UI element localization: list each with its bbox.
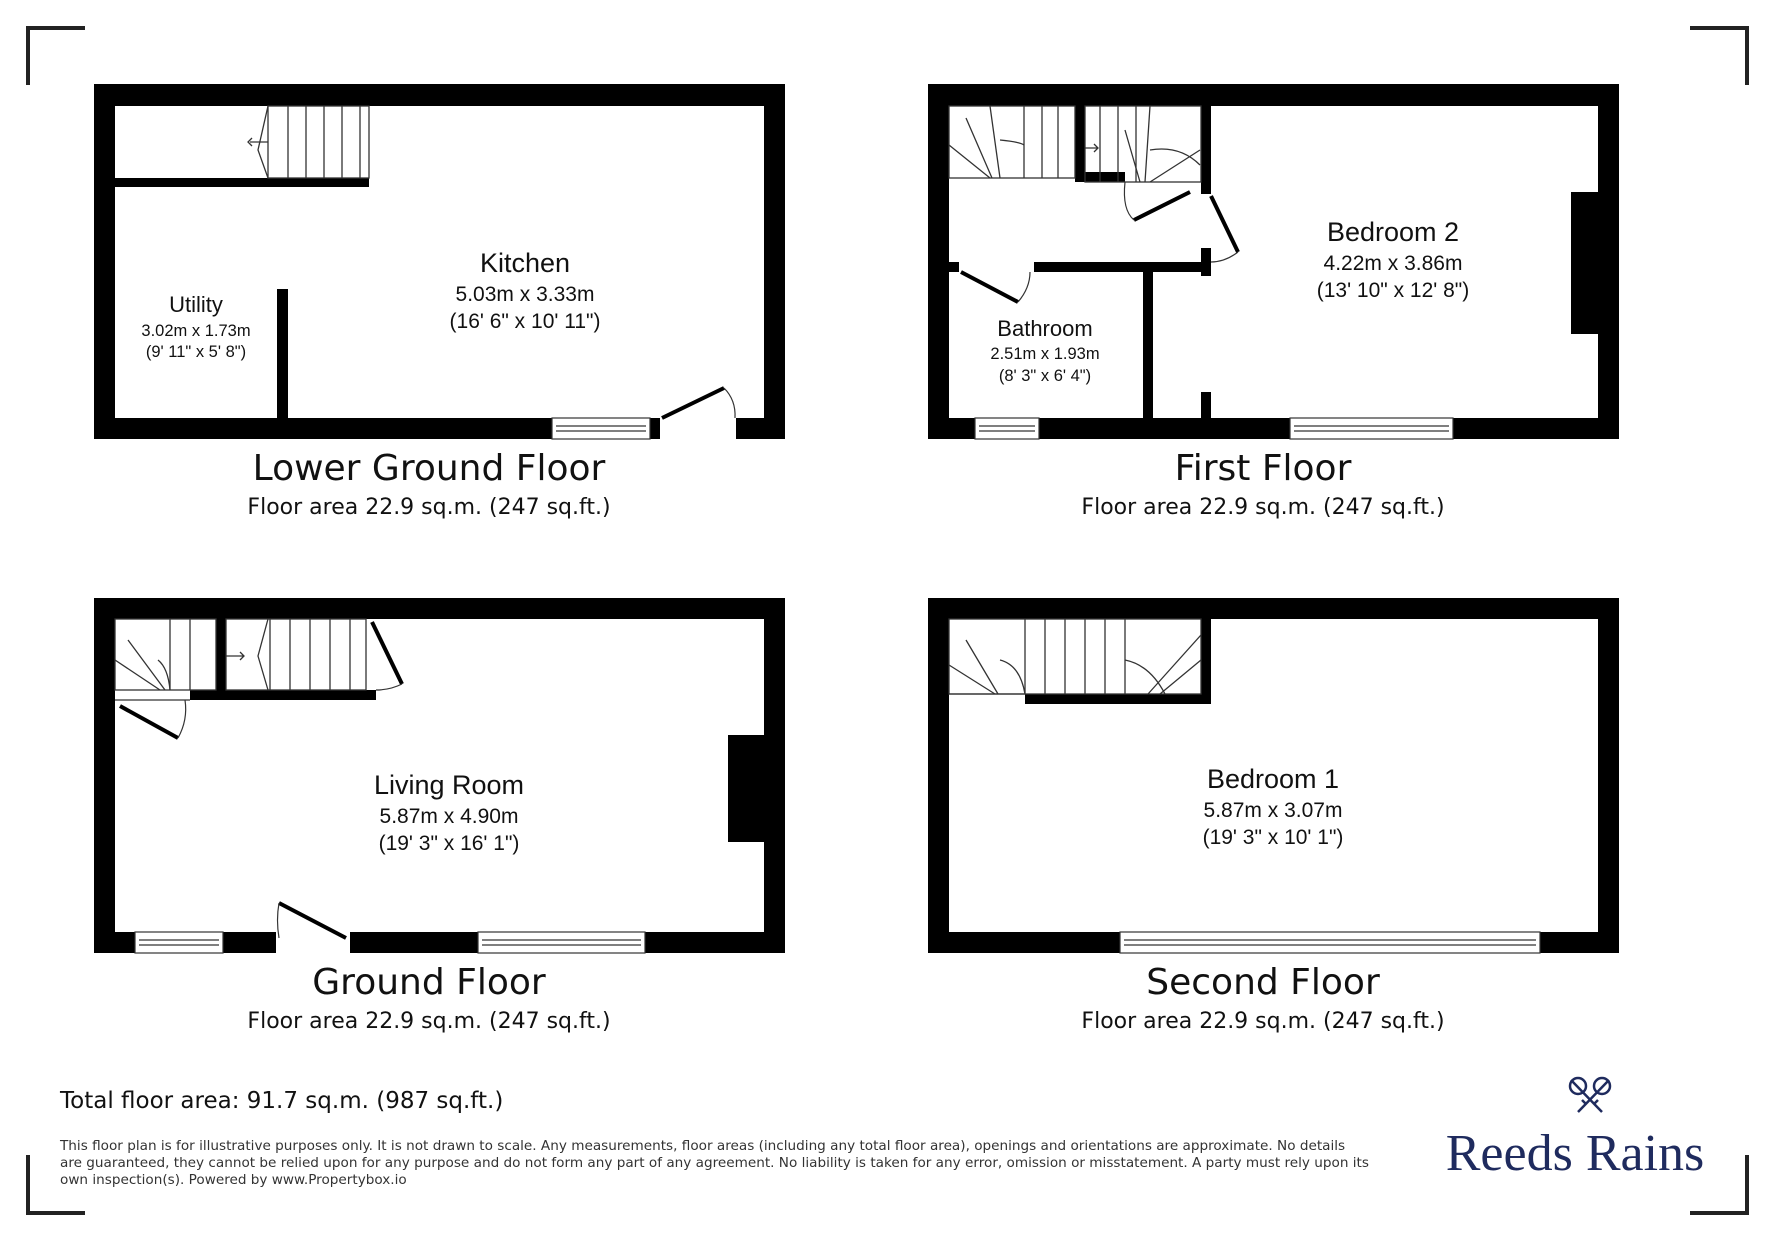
disclaimer-text: This floor plan is for illustrative purposes only. It is not drawn to scale. Any measurements, floor areas (including any total floor area), openings and orientations are approximate. No details are guaranteed, they cannot be relied upon for any purpose and do not form any part of any agreement. No liability is taken for any error, omission or misstatement. A party must rely upon its own inspection(s). Powered by www.Propertybox.io — [60, 1138, 1369, 1188]
door-icon — [959, 262, 1034, 302]
svg-text:Kitchen: Kitchen — [479, 248, 571, 278]
staircase-icon — [949, 106, 1201, 182]
room-bathroom-label — [990, 316, 1099, 385]
room-utility-label — [141, 292, 250, 361]
floor-area: Floor area 22.9 sq.m. (247 sq.ft.) — [247, 495, 611, 520]
stair-partition-wall — [190, 690, 376, 700]
window-icon — [135, 932, 223, 953]
first-floor-plan — [928, 84, 1619, 439]
bathroom-right-wall — [1143, 272, 1153, 419]
svg-text:5.87m x 4.90m: 5.87m x 4.90m — [379, 805, 519, 828]
room-kitchen-label — [450, 248, 601, 333]
svg-text:(9' 11" x 5' 8"): (9' 11" x 5' 8") — [145, 343, 247, 361]
svg-text:(13' 10" x 12' 8"): (13' 10" x 12' 8") — [1316, 279, 1470, 302]
stair-partition-wall — [1025, 694, 1211, 704]
chimney-breast — [728, 735, 764, 842]
room-bedroom-1-label — [1203, 764, 1344, 849]
brand-logo: Reeds Rains — [1445, 1125, 1705, 1182]
crop-marks — [28, 28, 1747, 1213]
svg-text:(19' 3" x 16' 1"): (19' 3" x 16' 1") — [378, 832, 520, 855]
room-living-room-label — [374, 770, 524, 855]
first-floor-caption — [913, 448, 1613, 520]
floor-area: Floor area 22.9 sq.m. (247 sq.ft.) — [1081, 1009, 1445, 1034]
bathroom-top-wall — [1034, 262, 1211, 272]
chimney-breast — [1571, 192, 1598, 334]
stair-end-wall — [1201, 619, 1211, 702]
svg-text:(16' 6" x 10' 11"): (16' 6" x 10' 11") — [449, 310, 601, 333]
svg-text:3.02m x 1.73m: 3.02m x 1.73m — [141, 322, 251, 340]
floor-title: Ground Floor — [312, 962, 546, 1003]
stair-divider-wall — [1075, 106, 1085, 182]
stair-divider-wall — [216, 619, 226, 690]
window-icon — [1120, 932, 1540, 953]
window-icon — [975, 418, 1039, 439]
window-icon — [552, 418, 650, 439]
svg-text:2.51m x 1.93m: 2.51m x 1.93m — [990, 345, 1100, 363]
total-floor-area: Total floor area: 91.7 sq.m. (987 sq.ft.) — [60, 1088, 504, 1114]
stair-partition-wall — [115, 178, 369, 187]
ground-floor-caption — [79, 962, 779, 1034]
svg-text:Bedroom 1: Bedroom 1 — [1206, 764, 1340, 794]
floor-area: Floor area 22.9 sq.m. (247 sq.ft.) — [247, 1009, 611, 1034]
svg-text:(19' 3" x 10' 1"): (19' 3" x 10' 1") — [1202, 826, 1344, 849]
bathroom-top-wall-left — [949, 262, 959, 272]
floor-title: Second Floor — [1146, 962, 1380, 1003]
room-bedroom-2-label — [1317, 217, 1470, 302]
floor-title: First Floor — [1174, 448, 1352, 489]
svg-text:5.03m x 3.33m: 5.03m x 3.33m — [455, 283, 595, 306]
door-icon — [276, 903, 350, 953]
door-icon — [660, 388, 736, 439]
lower-ground-outer-wall — [94, 84, 785, 439]
bedroom-wall-lower — [1201, 392, 1211, 419]
svg-text:Bathroom: Bathroom — [997, 316, 1093, 341]
lower-ground-floor-plan — [94, 84, 785, 439]
floor-area: Floor area 22.9 sq.m. (247 sq.ft.) — [1081, 495, 1445, 520]
door-icon — [1124, 182, 1190, 220]
door-icon — [372, 622, 402, 690]
first-floor-outer-wall — [928, 84, 1619, 439]
utility-partition-wall — [277, 289, 288, 419]
window-icon — [478, 932, 645, 953]
staircase-icon — [248, 106, 369, 178]
svg-text:Utility: Utility — [169, 292, 223, 317]
crossed-keys-icon — [1570, 1078, 1610, 1112]
svg-text:Living Room: Living Room — [373, 770, 525, 800]
svg-text:5.87m x 3.07m: 5.87m x 3.07m — [1203, 799, 1343, 822]
staircase-icon — [115, 619, 366, 700]
window-icon — [1290, 418, 1453, 439]
svg-text:Bedroom 2: Bedroom 2 — [1326, 217, 1460, 247]
staircase-icon — [949, 619, 1201, 694]
lower-ground-floor-caption — [79, 448, 779, 520]
svg-text:4.22m x 3.86m: 4.22m x 3.86m — [1323, 252, 1463, 275]
landing-wall-vertical — [1201, 106, 1211, 194]
floor-title: Lower Ground Floor — [252, 448, 606, 489]
door-icon — [120, 700, 186, 738]
svg-text:(8' 3" x 6' 4"): (8' 3" x 6' 4") — [998, 367, 1092, 385]
second-floor-caption — [913, 962, 1613, 1034]
